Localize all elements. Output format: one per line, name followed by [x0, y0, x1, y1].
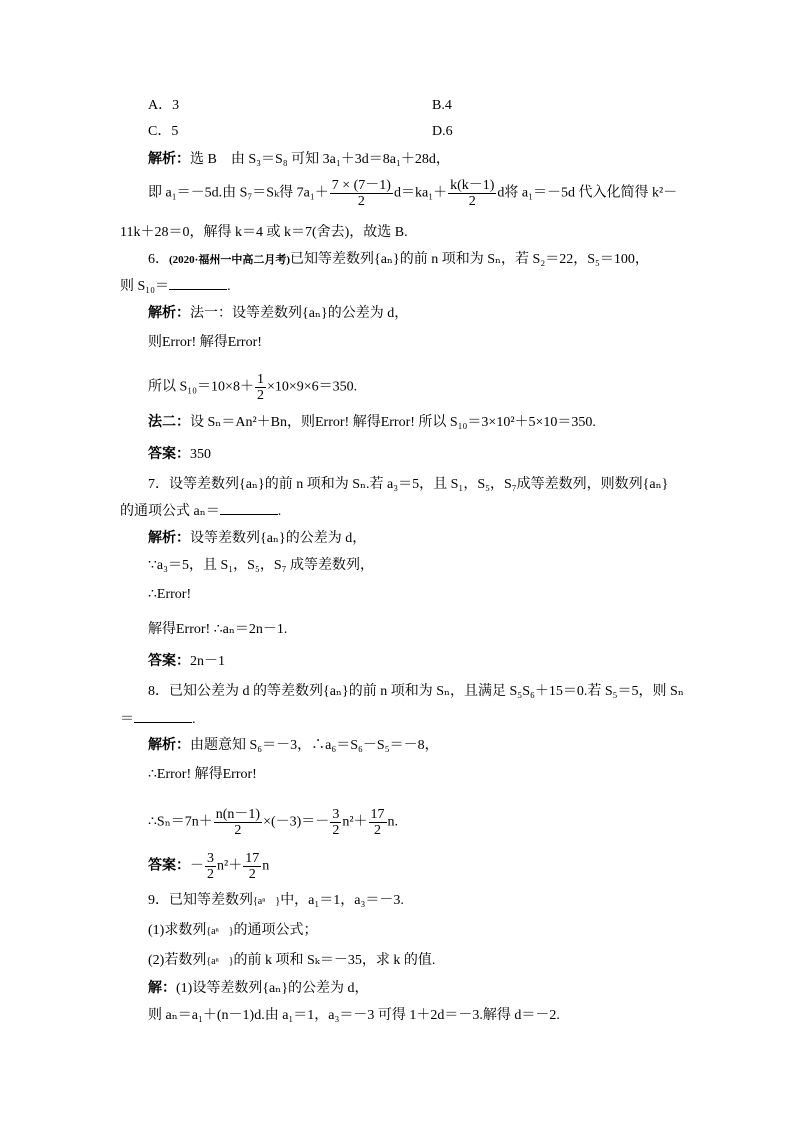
sequence-notation: {aⁿ }	[206, 926, 234, 937]
q7-solution-line4: 解得Error! ∴aₙ＝2n－1.	[148, 622, 288, 637]
q6-answer: 答案：350	[148, 447, 211, 462]
option-c: C．5	[148, 124, 179, 139]
q6-method2: 法二：设 Sₙ＝An²＋Bn，则Error! 解得Error! 所以 S₁₀＝3×10²＋5×10＝350.	[148, 415, 596, 430]
question-source: (2020·福州一中高二月考)	[169, 254, 290, 266]
q8-answer: 答案：－ $\frac{3}{2}$ n²＋ $\frac{17}{2}$ n	[148, 851, 270, 882]
q7-solution-line2: ∵a₃＝5，且 S₁，S₅，S₇ 成等差数列，	[148, 558, 375, 573]
fraction: $\frac{3}{2}$	[207, 851, 214, 882]
answer-blank	[220, 502, 278, 515]
q7-solution-line3: ∴Error!	[148, 587, 192, 602]
fraction: $\frac{k(k-1)}{2}$	[450, 178, 495, 209]
option-a: A．3	[148, 98, 180, 113]
answer-label: 答案：	[148, 447, 190, 462]
fraction: $\frac{1}{2}$	[256, 372, 264, 403]
q6-method1: 解析：法一：设等差数列{aₙ}的公差为 d，	[148, 306, 409, 321]
q9-part1: (1)求数列{aⁿ }的通项公式；	[148, 922, 318, 941]
q5-solution-line3: 11k＋28＝0，解得 k＝4 或 k＝7(舍去)，故选 B.	[120, 225, 408, 240]
fraction: $\frac{17}{2}$	[245, 851, 260, 882]
sequence-notation: {aⁿ }	[253, 896, 281, 907]
q9-part2: (2)若数列{aⁿ }的前 k 项和 Sₖ＝－35，求 k 的值.	[148, 952, 435, 971]
question-number: 6．	[148, 252, 169, 267]
solution-label: 解析：	[148, 306, 190, 321]
fraction: $\frac{n(n-1)}{2}$	[215, 807, 261, 838]
solution-label: 解：	[148, 981, 176, 996]
solution-label: 解析：	[148, 531, 190, 546]
option-b: B.4	[432, 98, 452, 113]
option-d: D.6	[432, 124, 453, 139]
q5-solution-line1: 解析：选 B 由 S₃＝S₈ 可知 3a₁＋3d＝8a₁＋28d，	[148, 152, 450, 167]
fraction: $\frac{7 \times (7-1)}{2}$	[331, 178, 391, 209]
question-number: 8．	[148, 684, 169, 699]
q8-stem-line2: ＝ .	[120, 712, 196, 727]
q8-solution-line2: ∴Error! 解得Error!	[148, 767, 257, 782]
q9-stem: 9．已知等差数列{aⁿ }中，a₁＝1，a₃＝－3.	[148, 892, 404, 911]
answer-blank	[134, 710, 192, 723]
q5-solution-line2: 即 a₁＝－5d.由 S₇＝Sₖ得 7a₁＋ $\frac{7 \times (7-1)}{2}$ d＝ka₁＋ $\frac{k(k-1)}{2}$ d将 a₁＝－5d 代入化简得 k²－	[148, 178, 678, 209]
question-number: 9．	[148, 893, 169, 908]
q9-solution-line1: 解：(1)设等差数列{aₙ}的公差为 d，	[148, 981, 369, 996]
q6-stem-line2: 则 S₁₀＝ .	[120, 279, 231, 294]
q7-solution-line1: 解析：设等差数列{aₙ}的公差为 d，	[148, 531, 367, 546]
q7-answer: 答案：2n－1	[148, 654, 225, 669]
solution-label: 解析：	[148, 152, 190, 167]
q6-stem: 6．(2020·福州一中高二月考)已知等差数列{aₙ}的前 n 项和为 Sₙ，若 S₂＝22，S₅＝100，	[148, 252, 649, 267]
q8-stem: 8．已知公差为 d 的等差数列{aₙ}的前 n 项和为 Sₙ，且满足 S₅S₆＋15＝0.若 S₅＝5，则 Sₙ	[148, 684, 684, 699]
solution-label: 解析：	[148, 738, 190, 753]
q6-method1-c: 所以 S₁₀＝10×8＋ $\frac{1}{2}$ ×10×9×6＝350.	[148, 372, 358, 403]
fraction: $\frac{17}{2}$	[370, 807, 385, 838]
q7-stem-line2: 的通项公式 aₙ＝ .	[120, 504, 282, 519]
answer-label: 答案：	[148, 858, 190, 874]
q8-solution-line3: ∴Sₙ＝7n＋ $\frac{n(n-1)}{2}$ ×(－3)＝－ $\frac{3}{2}$ n²＋ $\frac{17}{2}$ n.	[148, 807, 399, 838]
q8-solution-line1: 解析：由题意知 S₆＝－3，∴a₆＝S₆－S₅＝－8，	[148, 738, 439, 753]
fraction: $\frac{3}{2}$	[332, 807, 340, 838]
answer-label: 答案：	[148, 654, 190, 669]
sequence-notation: {aⁿ }	[206, 956, 234, 967]
q9-solution-line2: 则 aₙ＝a₁＋(n－1)d.由 a₁＝1，a₃＝－3 可得 1＋2d＝－3.解得 d＝－2.	[148, 1008, 560, 1023]
answer-blank	[169, 277, 227, 290]
q6-method1-b: 则Error! 解得Error!	[148, 335, 262, 350]
question-number: 7．	[148, 477, 169, 492]
q7-stem: 7．设等差数列{aₙ}的前 n 项和为 Sₙ.若 a₃＝5，且 S₁，S₅，S₇成等差数列，则数列{aₙ}	[148, 477, 669, 492]
